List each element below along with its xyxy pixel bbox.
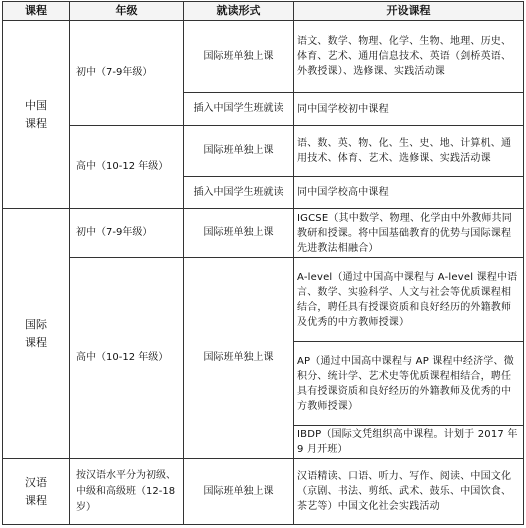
format-cell: 国际班单独上课 bbox=[184, 459, 294, 525]
grade-cell: 按汉语水平分为初级、中级和高级班（12-18岁） bbox=[70, 459, 184, 525]
courses-cell: 同中国学校高中课程 bbox=[294, 177, 524, 209]
courses-cell: 语、数、英、物、化、生、史、地、计算机、通用技术、体育、艺术、选修课、实践活动课 bbox=[294, 126, 524, 177]
header-format: 就读形式 bbox=[184, 2, 294, 21]
grade-cell: 高中（10-12 年级） bbox=[70, 258, 184, 459]
grade-cell: 初中（7-9年级） bbox=[70, 21, 184, 126]
format-cell: 国际班单独上课 bbox=[184, 21, 294, 93]
grade-cell: 初中（7-9年级） bbox=[70, 209, 184, 258]
courses-cell: IBDP（国际文凭组织高中课程。计划于 2017 年 9 月开班） bbox=[294, 426, 524, 459]
courses-cell: IGCSE（其中数学、物理、化学由中外教师共同教研和授课。将中国基础教育的优势与国际课程先进教法相融合） bbox=[294, 209, 524, 258]
table-row bbox=[3, 209, 524, 258]
table-row bbox=[3, 459, 524, 525]
format-cell: 国际班单独上课 bbox=[184, 258, 294, 459]
format-cell: 插入中国学生班就读 bbox=[184, 177, 294, 209]
table-row bbox=[3, 126, 524, 177]
format-cell: 国际班单独上课 bbox=[184, 209, 294, 258]
category-chinese: 中国课程 bbox=[3, 21, 70, 209]
courses-cell: 汉语精读、口语、听力、写作、阅读、中国文化（京剧、书法、剪纸、武术、鼓乐、中国饮食、茶艺等）中国文化社会实践活动 bbox=[294, 459, 524, 525]
grade-cell: 高中（10-12 年级） bbox=[70, 126, 184, 209]
header-courses: 开设课程 bbox=[294, 2, 524, 21]
header-category: 课程 bbox=[3, 2, 70, 21]
format-cell: 国际班单独上课 bbox=[184, 126, 294, 177]
header-grade: 年级 bbox=[70, 2, 184, 21]
course-table bbox=[2, 1, 524, 525]
category-international: 国际课程 bbox=[3, 209, 70, 459]
category-hanyu: 汉语课程 bbox=[3, 459, 70, 525]
courses-cell: 同中国学校初中课程 bbox=[294, 93, 524, 126]
courses-cell: A-level（通过中国高中课程与 A-level 课程中语言、数学、实验科学、人文与社会等优质课程相结合，聘任具有授课资质和良好经历的外籍教师及优秀的中方教师授课） bbox=[294, 258, 524, 342]
courses-cell: 语文、数学、物理、化学、生物、地理、历史、体育、艺术、通用信息技术、英语（剑桥英语、外教授课）、选修课、实践活动课 bbox=[294, 21, 524, 93]
table-row bbox=[3, 258, 524, 342]
header-row bbox=[3, 2, 524, 21]
format-cell: 插入中国学生班就读 bbox=[184, 93, 294, 126]
courses-cell: AP（通过中国高中课程与 AP 课程中经济学、微积分、统计学、艺术史等优质课程相结合，聘任具有授课资质和良好经历的外籍教师及优秀的中方教师授课） bbox=[294, 342, 524, 426]
table-row bbox=[3, 21, 524, 93]
